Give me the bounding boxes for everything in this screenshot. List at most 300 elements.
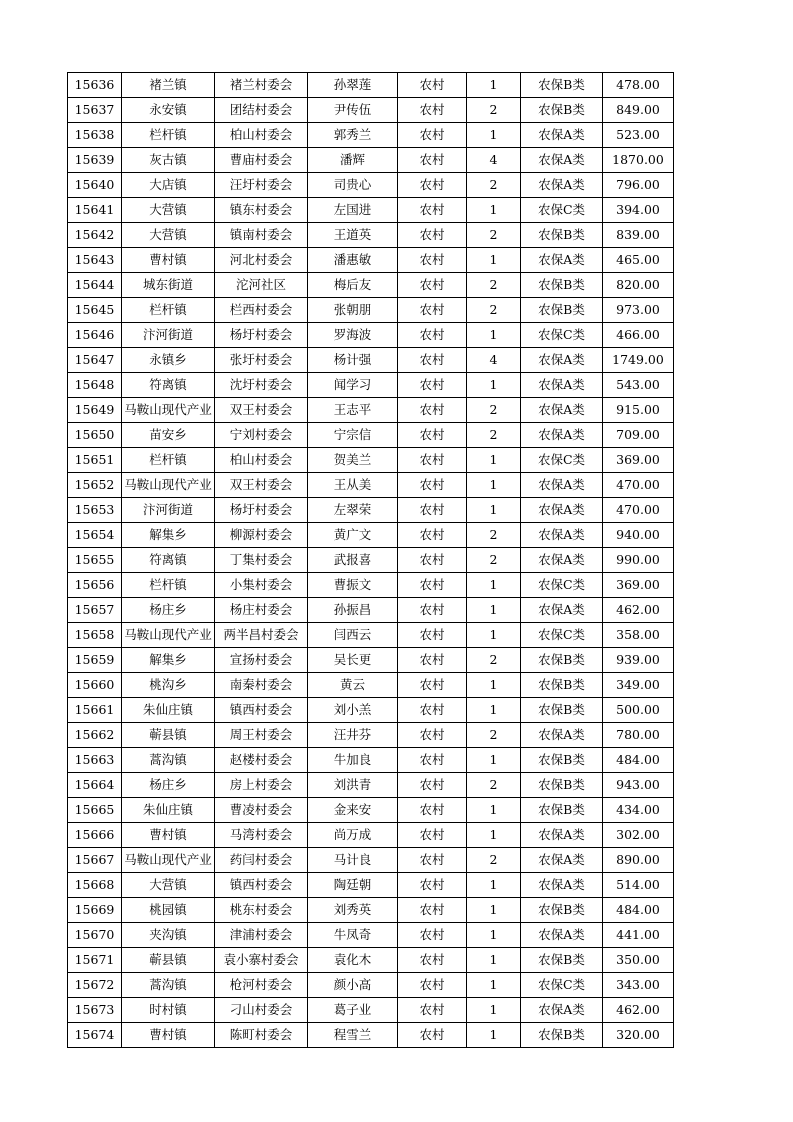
record-id-cell: 15649 [68,398,122,423]
table-row [68,673,674,698]
person-name-cell: 刘小羔 [308,698,398,723]
household-size-cell: 1 [467,373,521,398]
amount-cell: 890.00 [603,848,674,873]
record-id-cell: 15673 [68,998,122,1023]
village-committee-cell: 河北村委会 [215,248,308,273]
insurance-class-cell: 农保A类 [521,148,603,173]
record-id-cell: 15644 [68,273,122,298]
record-id-cell: 15637 [68,98,122,123]
insurance-class-cell: 农保B类 [521,898,603,923]
amount-cell: 484.00 [603,898,674,923]
table-row [68,823,674,848]
table-row [68,948,674,973]
household-size-cell: 1 [467,698,521,723]
record-id-cell: 15657 [68,598,122,623]
town-cell: 马鞍山现代产业 [122,473,215,498]
household-size-cell: 2 [467,548,521,573]
amount-cell: 849.00 [603,98,674,123]
record-id-cell: 15660 [68,673,122,698]
table-row [68,973,674,998]
household-size-cell: 1 [467,798,521,823]
insurance-class-cell: 农保B类 [521,673,603,698]
amount-cell: 320.00 [603,1023,674,1048]
village-committee-cell: 陈町村委会 [215,1023,308,1048]
insurance-class-cell: 农保A类 [521,998,603,1023]
household-size-cell: 2 [467,523,521,548]
insurance-class-cell: 农保B类 [521,223,603,248]
table-row [68,298,674,323]
village-committee-cell: 赵楼村委会 [215,748,308,773]
record-id-cell: 15645 [68,298,122,323]
insurance-class-cell: 农保A类 [521,123,603,148]
household-type-cell: 农村 [398,523,467,548]
amount-cell: 470.00 [603,498,674,523]
table-row [68,698,674,723]
town-cell: 栏杆镇 [122,298,215,323]
village-committee-cell: 沱河社区 [215,273,308,298]
village-committee-cell: 周王村委会 [215,723,308,748]
household-type-cell: 农村 [398,848,467,873]
table-row [68,223,674,248]
household-type-cell: 农村 [398,298,467,323]
table-row [68,898,674,923]
insurance-class-cell: 农保B类 [521,948,603,973]
table-row [68,723,674,748]
town-cell: 马鞍山现代产业 [122,848,215,873]
table-row [68,323,674,348]
amount-cell: 466.00 [603,323,674,348]
amount-cell: 343.00 [603,973,674,998]
town-cell: 曹村镇 [122,1023,215,1048]
household-type-cell: 农村 [398,223,467,248]
village-committee-cell: 曹庙村委会 [215,148,308,173]
household-size-cell: 4 [467,348,521,373]
household-size-cell: 1 [467,923,521,948]
insurance-class-cell: 农保B类 [521,1023,603,1048]
record-id-cell: 15655 [68,548,122,573]
person-name-cell: 孙翠莲 [308,73,398,98]
amount-cell: 369.00 [603,448,674,473]
amount-cell: 434.00 [603,798,674,823]
table-row [68,123,674,148]
household-type-cell: 农村 [398,173,467,198]
amount-cell: 543.00 [603,373,674,398]
town-cell: 蕲县镇 [122,723,215,748]
record-id-cell: 15663 [68,748,122,773]
village-committee-cell: 镇西村委会 [215,873,308,898]
insurance-class-cell: 农保C类 [521,198,603,223]
town-cell: 曹村镇 [122,823,215,848]
table-row [68,248,674,273]
record-id-cell: 15658 [68,623,122,648]
insurance-class-cell: 农保A类 [521,598,603,623]
household-type-cell: 农村 [398,1023,467,1048]
insurance-class-cell: 农保B类 [521,298,603,323]
table-row [68,273,674,298]
table-row [68,448,674,473]
insurance-class-cell: 农保A类 [521,173,603,198]
record-id-cell: 15651 [68,448,122,473]
household-size-cell: 2 [467,398,521,423]
household-size-cell: 2 [467,423,521,448]
village-committee-cell: 双王村委会 [215,398,308,423]
insurance-class-cell: 农保A类 [521,823,603,848]
town-cell: 褚兰镇 [122,73,215,98]
person-name-cell: 宁宗信 [308,423,398,448]
person-name-cell: 程雪兰 [308,1023,398,1048]
village-committee-cell: 镇东村委会 [215,198,308,223]
household-size-cell: 1 [467,73,521,98]
amount-cell: 1749.00 [603,348,674,373]
household-type-cell: 农村 [398,498,467,523]
amount-cell: 470.00 [603,473,674,498]
table-row [68,873,674,898]
household-size-cell: 1 [467,973,521,998]
household-type-cell: 农村 [398,348,467,373]
household-size-cell: 2 [467,848,521,873]
record-id-cell: 15664 [68,773,122,798]
amount-cell: 973.00 [603,298,674,323]
insurance-class-cell: 农保A类 [521,873,603,898]
household-size-cell: 2 [467,298,521,323]
record-id-cell: 15661 [68,698,122,723]
table-row [68,848,674,873]
table-row [68,173,674,198]
insurance-class-cell: 农保A类 [521,723,603,748]
amount-cell: 478.00 [603,73,674,98]
household-size-cell: 2 [467,648,521,673]
record-id-cell: 15646 [68,323,122,348]
household-size-cell: 1 [467,448,521,473]
person-name-cell: 梅后友 [308,273,398,298]
household-type-cell: 农村 [398,973,467,998]
amount-cell: 484.00 [603,748,674,773]
record-id-cell: 15668 [68,873,122,898]
person-name-cell: 黄云 [308,673,398,698]
amount-cell: 500.00 [603,698,674,723]
record-id-cell: 15669 [68,898,122,923]
table-row [68,998,674,1023]
village-committee-cell: 桃东村委会 [215,898,308,923]
person-name-cell: 王志平 [308,398,398,423]
household-size-cell: 1 [467,623,521,648]
record-id-cell: 15654 [68,523,122,548]
insurance-class-cell: 农保C类 [521,623,603,648]
person-name-cell: 马计良 [308,848,398,873]
record-id-cell: 15652 [68,473,122,498]
household-type-cell: 农村 [398,123,467,148]
household-type-cell: 农村 [398,323,467,348]
amount-cell: 915.00 [603,398,674,423]
household-type-cell: 农村 [398,548,467,573]
town-cell: 符离镇 [122,548,215,573]
person-name-cell: 牛凤奇 [308,923,398,948]
village-committee-cell: 杨圩村委会 [215,323,308,348]
household-type-cell: 农村 [398,723,467,748]
household-type-cell: 农村 [398,273,467,298]
insurance-class-cell: 农保C类 [521,973,603,998]
household-type-cell: 农村 [398,648,467,673]
village-committee-cell: 马湾村委会 [215,823,308,848]
village-committee-cell: 镇西村委会 [215,698,308,723]
person-name-cell: 尚万成 [308,823,398,848]
table-row [68,498,674,523]
village-committee-cell: 宁刘村委会 [215,423,308,448]
household-type-cell: 农村 [398,823,467,848]
insurance-class-cell: 农保A类 [521,498,603,523]
person-name-cell: 孙振昌 [308,598,398,623]
town-cell: 桃沟乡 [122,673,215,698]
record-id-cell: 15636 [68,73,122,98]
household-type-cell: 农村 [398,73,467,98]
insurance-class-cell: 农保B类 [521,73,603,98]
town-cell: 栏杆镇 [122,123,215,148]
town-cell: 苗安乡 [122,423,215,448]
record-id-cell: 15671 [68,948,122,973]
town-cell: 杨庄乡 [122,773,215,798]
household-type-cell: 农村 [398,473,467,498]
town-cell: 符离镇 [122,373,215,398]
household-type-cell: 农村 [398,398,467,423]
household-size-cell: 2 [467,223,521,248]
amount-cell: 302.00 [603,823,674,848]
person-name-cell: 武报喜 [308,548,398,573]
household-type-cell: 农村 [398,598,467,623]
person-name-cell: 刘秀英 [308,898,398,923]
town-cell: 马鞍山现代产业 [122,623,215,648]
household-size-cell: 1 [467,1023,521,1048]
town-cell: 蕲县镇 [122,948,215,973]
person-name-cell: 杨计强 [308,348,398,373]
person-name-cell: 司贵心 [308,173,398,198]
village-committee-cell: 张圩村委会 [215,348,308,373]
record-id-cell: 15650 [68,423,122,448]
household-size-cell: 4 [467,148,521,173]
household-type-cell: 农村 [398,448,467,473]
table-row [68,198,674,223]
household-type-cell: 农村 [398,998,467,1023]
household-type-cell: 农村 [398,923,467,948]
person-name-cell: 郭秀兰 [308,123,398,148]
amount-cell: 839.00 [603,223,674,248]
amount-cell: 940.00 [603,523,674,548]
record-id-cell: 15670 [68,923,122,948]
town-cell: 蒿沟镇 [122,973,215,998]
household-type-cell: 农村 [398,698,467,723]
insurance-class-cell: 农保A类 [521,473,603,498]
person-name-cell: 左翠荣 [308,498,398,523]
village-committee-cell: 栏西村委会 [215,298,308,323]
village-committee-cell: 柏山村委会 [215,448,308,473]
insurance-class-cell: 农保C类 [521,573,603,598]
village-committee-cell: 药闫村委会 [215,848,308,873]
town-cell: 朱仙庄镇 [122,698,215,723]
town-cell: 栏杆镇 [122,573,215,598]
person-name-cell: 张朝朋 [308,298,398,323]
household-type-cell: 农村 [398,248,467,273]
insurance-class-cell: 农保A类 [521,398,603,423]
amount-cell: 394.00 [603,198,674,223]
amount-cell: 523.00 [603,123,674,148]
person-name-cell: 牛加良 [308,748,398,773]
town-cell: 曹村镇 [122,248,215,273]
insurance-class-cell: 农保B类 [521,648,603,673]
table-row [68,523,674,548]
amount-cell: 780.00 [603,723,674,748]
village-committee-cell: 房上村委会 [215,773,308,798]
village-committee-cell: 团结村委会 [215,98,308,123]
table-row [68,623,674,648]
town-cell: 大营镇 [122,198,215,223]
town-cell: 灰古镇 [122,148,215,173]
town-cell: 朱仙庄镇 [122,798,215,823]
town-cell: 汴河街道 [122,323,215,348]
household-type-cell: 农村 [398,623,467,648]
ledger-body [68,73,674,1048]
household-size-cell: 1 [467,948,521,973]
town-cell: 永镇乡 [122,348,215,373]
town-cell: 解集乡 [122,648,215,673]
household-size-cell: 1 [467,898,521,923]
village-committee-cell: 袁小寨村委会 [215,948,308,973]
table-row [68,773,674,798]
town-cell: 汴河街道 [122,498,215,523]
record-id-cell: 15642 [68,223,122,248]
record-id-cell: 15666 [68,823,122,848]
person-name-cell: 袁化木 [308,948,398,973]
village-committee-cell: 宣扬村委会 [215,648,308,673]
amount-cell: 349.00 [603,673,674,698]
table-row [68,798,674,823]
amount-cell: 943.00 [603,773,674,798]
amount-cell: 709.00 [603,423,674,448]
person-name-cell: 王道英 [308,223,398,248]
table-row [68,423,674,448]
household-type-cell: 农村 [398,573,467,598]
person-name-cell: 刘洪青 [308,773,398,798]
household-type-cell: 农村 [398,873,467,898]
amount-cell: 350.00 [603,948,674,973]
person-name-cell: 闻学习 [308,373,398,398]
household-size-cell: 2 [467,98,521,123]
village-committee-cell: 南秦村委会 [215,673,308,698]
town-cell: 桃园镇 [122,898,215,923]
village-committee-cell: 丁集村委会 [215,548,308,573]
record-id-cell: 15643 [68,248,122,273]
table-row [68,548,674,573]
household-size-cell: 2 [467,173,521,198]
amount-cell: 990.00 [603,548,674,573]
table-row [68,98,674,123]
record-id-cell: 15638 [68,123,122,148]
person-name-cell: 罗海波 [308,323,398,348]
household-type-cell: 农村 [398,198,467,223]
village-committee-cell: 津浦村委会 [215,923,308,948]
record-id-cell: 15647 [68,348,122,373]
village-committee-cell: 曹凌村委会 [215,798,308,823]
town-cell: 解集乡 [122,523,215,548]
person-name-cell: 黄广文 [308,523,398,548]
table-row [68,648,674,673]
household-size-cell: 1 [467,873,521,898]
table-row [68,348,674,373]
amount-cell: 441.00 [603,923,674,948]
person-name-cell: 王从美 [308,473,398,498]
household-type-cell: 农村 [398,748,467,773]
insurance-class-cell: 农保B类 [521,273,603,298]
person-name-cell: 曹振文 [308,573,398,598]
table-row [68,598,674,623]
household-type-cell: 农村 [398,98,467,123]
household-size-cell: 1 [467,498,521,523]
household-size-cell: 1 [467,748,521,773]
insurance-class-cell: 农保A类 [521,248,603,273]
household-size-cell: 2 [467,773,521,798]
table-row [68,473,674,498]
person-name-cell: 潘惠敏 [308,248,398,273]
amount-cell: 820.00 [603,273,674,298]
insurance-class-cell: 农保A类 [521,348,603,373]
insurance-class-cell: 农保B类 [521,798,603,823]
household-size-cell: 1 [467,823,521,848]
person-name-cell: 汪井芬 [308,723,398,748]
household-size-cell: 1 [467,573,521,598]
person-name-cell: 闫西云 [308,623,398,648]
insurance-class-cell: 农保B类 [521,698,603,723]
record-id-cell: 15667 [68,848,122,873]
insurance-class-cell: 农保A类 [521,923,603,948]
amount-cell: 358.00 [603,623,674,648]
household-type-cell: 农村 [398,148,467,173]
insurance-class-cell: 农保A类 [521,523,603,548]
amount-cell: 939.00 [603,648,674,673]
town-cell: 马鞍山现代产业 [122,398,215,423]
town-cell: 夹沟镇 [122,923,215,948]
person-name-cell: 陶廷朝 [308,873,398,898]
household-size-cell: 1 [467,598,521,623]
village-committee-cell: 双王村委会 [215,473,308,498]
village-committee-cell: 沈圩村委会 [215,373,308,398]
table-row [68,573,674,598]
table-row [68,373,674,398]
record-id-cell: 15672 [68,973,122,998]
household-size-cell: 1 [467,673,521,698]
insurance-class-cell: 农保A类 [521,423,603,448]
person-name-cell: 左国进 [308,198,398,223]
insurance-class-cell: 农保B类 [521,773,603,798]
town-cell: 时村镇 [122,998,215,1023]
household-size-cell: 1 [467,473,521,498]
household-size-cell: 1 [467,323,521,348]
amount-cell: 462.00 [603,598,674,623]
table-row [68,148,674,173]
amount-cell: 465.00 [603,248,674,273]
record-id-cell: 15639 [68,148,122,173]
amount-cell: 369.00 [603,573,674,598]
person-name-cell: 金来安 [308,798,398,823]
insurance-class-cell: 农保B类 [521,748,603,773]
insurance-class-cell: 农保B类 [521,98,603,123]
household-size-cell: 1 [467,198,521,223]
insurance-class-cell: 农保A类 [521,548,603,573]
table-row [68,748,674,773]
town-cell: 杨庄乡 [122,598,215,623]
household-size-cell: 2 [467,273,521,298]
record-id-cell: 15662 [68,723,122,748]
insurance-class-cell: 农保A类 [521,848,603,873]
record-id-cell: 15674 [68,1023,122,1048]
record-id-cell: 15640 [68,173,122,198]
